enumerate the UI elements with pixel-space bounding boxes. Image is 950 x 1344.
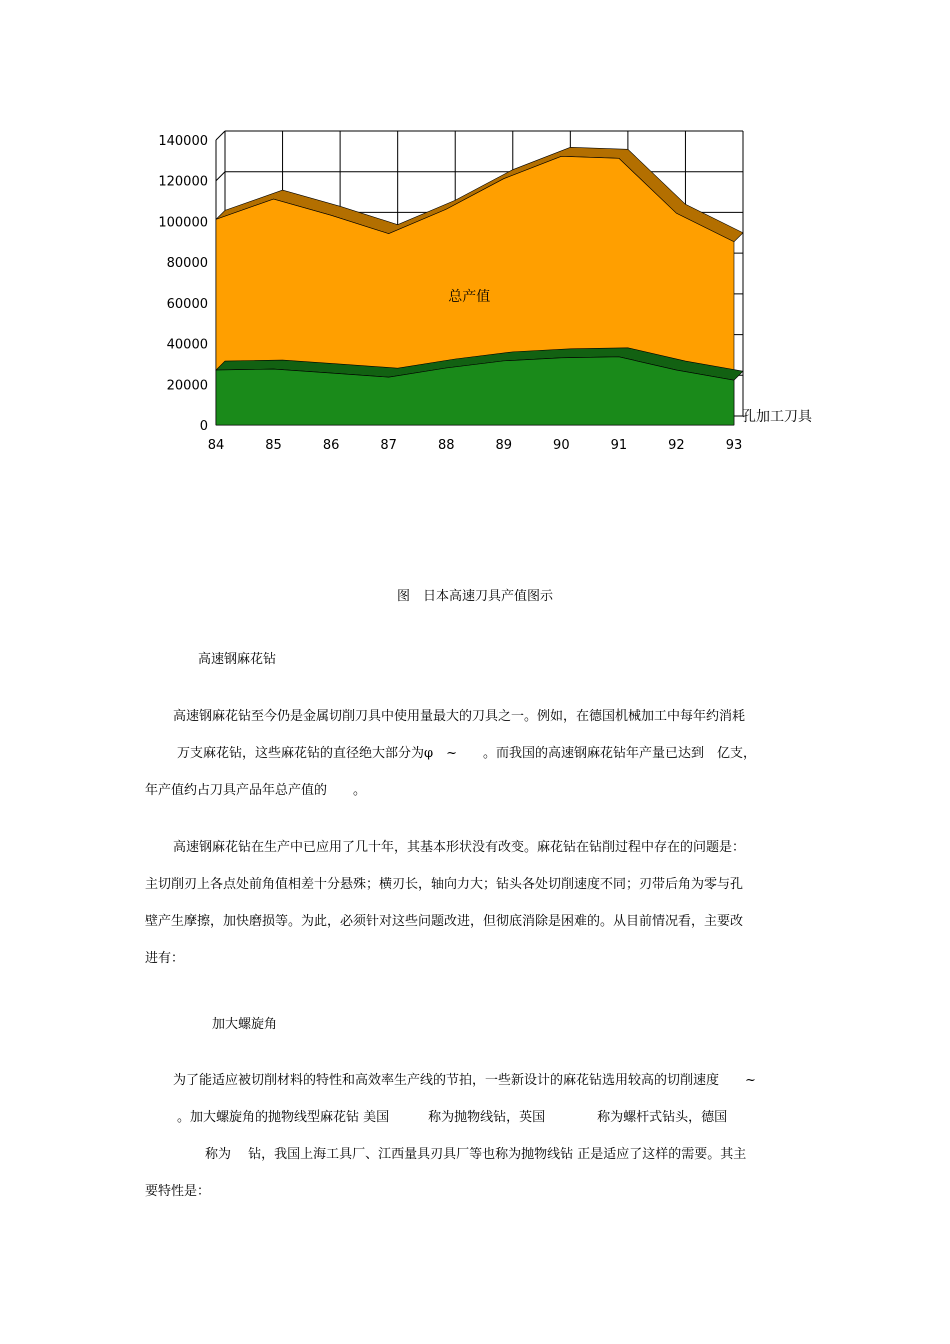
paragraph-2 xyxy=(145,829,810,977)
y-tick-label: 100000 xyxy=(158,215,208,231)
production-value-chart xyxy=(140,118,840,463)
series-label-total: 总产值 xyxy=(448,288,491,305)
gridline-y-depth xyxy=(216,131,225,140)
x-tick-label: 87 xyxy=(380,438,397,453)
y-tick-label: 80000 xyxy=(166,256,208,272)
x-tick-label: 89 xyxy=(495,438,513,453)
paragraph-2-line-2: 主切削刃上各点处前角值相差十分悬殊；横刃长，轴向力大；钻头各处切削速度不同；刃带后角为零与孔 xyxy=(145,877,744,892)
paragraph-1-line-1: 高速钢麻花钻至今仍是金属切削刀具中使用量最大的刀具之一。例如，在德国机械加工中每年约消耗 xyxy=(173,709,746,724)
paragraph-1-line-2: 万支麻花钻，这些麻花钻的直径绝大部分为φ ~ 。而我国的高速钢麻花钻年产量已达到 亿支， xyxy=(177,746,756,761)
section-heading-hss-twist-drill: 高速钢麻花钻 xyxy=(198,652,277,667)
paragraph-3-line-3: 称为 钻，我国上海工具厂、江西量具刃具厂等也称为抛物线钻 正是适应了这样的需要。其主 xyxy=(205,1147,747,1162)
paragraph-3-line-4: 要特性是： xyxy=(145,1184,211,1199)
y-tick-label: 120000 xyxy=(158,174,208,190)
y-tick-label: 40000 xyxy=(166,337,208,353)
x-tick-label: 93 xyxy=(725,438,743,453)
paragraph-1 xyxy=(145,698,810,809)
figure-caption: 图 日本高速刀具产值图示 xyxy=(396,589,553,604)
paragraph-2-line-4: 进有： xyxy=(145,951,185,966)
y-tick-label: 20000 xyxy=(166,378,208,394)
y-tick-label: 0 xyxy=(199,419,208,434)
gridline-y-depth xyxy=(216,172,225,181)
x-tick-label: 90 xyxy=(553,438,570,453)
y-tick-label: 140000 xyxy=(158,134,208,149)
paragraph-1-line-3: 年产值约占刀具产品年总产值的 。 xyxy=(145,783,367,798)
x-tick-label: 84 xyxy=(207,438,225,453)
y-tick-label: 60000 xyxy=(166,296,208,312)
paragraph-2-line-1: 高速钢麻花钻在生产中已应用了几十年，其基本形状没有改变。麻花钻在钻削过程中存在的问题是： xyxy=(173,840,746,855)
section-heading-helix-angle: 加大螺旋角 xyxy=(212,1017,278,1032)
paragraph-3-line-1: 为了能适应被切削材料的特性和高效率生产线的节拍，一些新设计的麻花钻选用较高的切削速度 ~ xyxy=(173,1073,756,1088)
x-tick-label: 92 xyxy=(668,438,685,453)
paragraph-2-line-3: 壁产生摩擦，加快磨损等。为此，必须针对这些问题改进，但彻底消除是困难的。从目前情况看，主要改 xyxy=(145,914,744,929)
series-label-hole-tools: 孔加工刀具 xyxy=(742,409,812,425)
x-tick-label: 91 xyxy=(610,438,628,453)
x-tick-label: 85 xyxy=(265,438,282,453)
paragraph-3 xyxy=(145,1062,810,1210)
paragraph-3-line-2: 。加大螺旋角的抛物线型麻花钻 美国 称为抛物线钻，英国 称为螺杆式钻头，德国 xyxy=(177,1110,728,1125)
x-tick-label: 86 xyxy=(322,438,340,453)
x-tick-label: 88 xyxy=(437,438,455,453)
